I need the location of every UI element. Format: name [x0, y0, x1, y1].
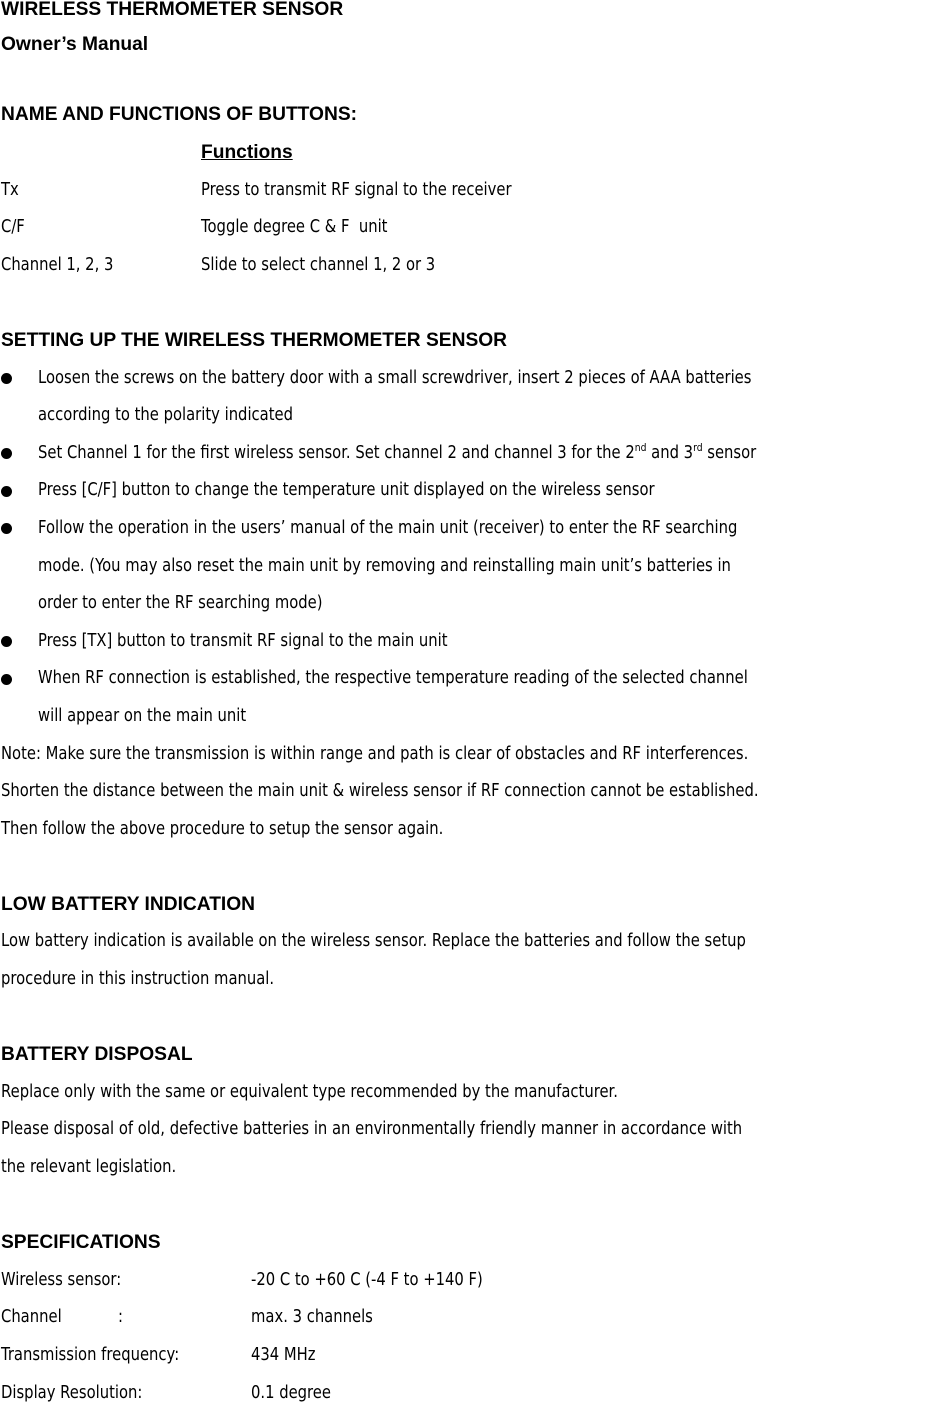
battery-disposal-heading: BATTERY DISPOSAL — [1, 1044, 193, 1066]
bullet-text: When RF connection is established, the respective temperature reading of the selected channel — [38, 668, 748, 689]
paragraph-line — [1, 1149, 942, 1187]
button-row — [1, 209, 942, 247]
low-battery-text: procedure in this instruction manual. — [1, 969, 275, 990]
button-function: Slide to select channel 1, 2 or 3 — [201, 254, 436, 275]
spec-label: Wireless sensor: — [1, 1269, 122, 1290]
note-line: Shorten the distance between the main unit & wireless sensor if RF connection cannot be established. — [1, 781, 759, 802]
bullet-item — [1, 623, 942, 661]
button-row — [1, 247, 942, 285]
spec-value: max. 3 channels — [251, 1307, 373, 1328]
paragraph-line — [1, 961, 942, 999]
document-title: WIRELESS THERMOMETER SENSOR — [1, 0, 344, 20]
bullet-dot-icon — [1, 472, 13, 510]
bullet-dot-icon — [1, 510, 13, 548]
note-line: Then follow the above procedure to setup the sensor again. — [1, 818, 444, 839]
buttons-section-heading: NAME AND FUNCTIONS OF BUTTONS: — [1, 104, 358, 125]
spec-row — [1, 1337, 942, 1375]
bullet-dot-icon — [1, 623, 13, 661]
bullet-item — [1, 472, 942, 510]
ordinal-suffix: rd — [693, 440, 703, 454]
bullet-dot-icon — [1, 435, 13, 473]
button-function: Toggle degree C & F unit — [201, 217, 388, 238]
channel-text-part: and 3 — [646, 442, 694, 463]
bullet-item — [1, 660, 942, 698]
ordinal-suffix: nd — [634, 440, 647, 454]
spec-label: Channel : — [1, 1307, 124, 1328]
low-battery-text: Low battery indication is available on the wireless sensor. Replace the batteries and follow the setup — [1, 931, 746, 952]
note-text — [1, 736, 942, 774]
bullet-continuation — [1, 585, 942, 623]
paragraph-line — [1, 1111, 942, 1149]
spec-value: -20 C to +60 C (-4 F to +140 F) — [251, 1269, 483, 1290]
spec-value: 434 MHz — [251, 1345, 316, 1365]
paragraph-line — [1, 923, 942, 961]
bullet-text: according to the polarity indicated — [38, 405, 294, 426]
disposal-text: Replace only with the same or equivalent type recommended by the manufacturer. — [1, 1081, 618, 1102]
setup-section-heading: SETTING UP THE WIRELESS THERMOMETER SENSOR — [1, 329, 508, 351]
bullet-item — [1, 510, 942, 548]
button-name: Channel 1, 2, 3 — [1, 254, 114, 275]
bullet-item — [1, 360, 942, 398]
paragraph-line — [1, 1074, 942, 1112]
button-name: C/F — [1, 217, 25, 238]
bullet-text: Follow the operation in the users’ manual of the main unit (receiver) to enter the RF searching — [38, 517, 738, 538]
bullet-continuation — [1, 698, 942, 736]
spec-row — [1, 1299, 942, 1337]
manual-page — [1, 0, 942, 1412]
bullet-item — [1, 435, 942, 473]
spec-label: Transmission frequency: — [1, 1345, 180, 1365]
spec-label: Display Resolution: — [1, 1382, 143, 1403]
disposal-text: Please disposal of old, defective batteries in an environmentally friendly manner in accordance with — [1, 1119, 743, 1140]
bullet-text: Press [C/F] button to change the temperature unit displayed on the wireless sensor — [38, 480, 655, 501]
spec-row — [1, 1375, 942, 1412]
bullet-dot-icon — [1, 360, 13, 398]
note-line: Note: Make sure the transmission is within range and path is clear of obstacles and RF interferences. — [1, 743, 749, 764]
specifications-heading: SPECIFICATIONS — [1, 1232, 161, 1254]
button-function: Press to transmit RF signal to the receiver — [201, 179, 512, 200]
disposal-text: the relevant legislation. — [1, 1157, 177, 1178]
button-row — [1, 172, 942, 210]
bullet-continuation — [1, 397, 942, 435]
note-text — [1, 811, 942, 849]
bullet-text: mode. (You may also reset the main unit by removing and reinstalling main unit’s batteries in — [38, 555, 731, 576]
bullet-continuation — [1, 548, 942, 586]
channel-text-part: Set Channel 1 for the first wireless sensor. Set channel 2 and channel 3 for the 2 — [38, 442, 635, 463]
button-name: Tx — [1, 179, 19, 200]
bullet-text: Loosen the screws on the battery door with a small screwdriver, insert 2 pieces of AAA batteries — [38, 367, 752, 388]
bullet-text: will appear on the main unit — [38, 705, 247, 726]
document-subtitle: Owner’s Manual — [1, 34, 149, 55]
bullet-text — [38, 435, 756, 473]
channel-text-part: sensor — [702, 442, 757, 463]
spec-value: 0.1 degree — [251, 1382, 331, 1403]
bullet-text: order to enter the RF searching mode) — [38, 593, 323, 614]
low-battery-heading: LOW BATTERY INDICATION — [1, 893, 256, 915]
functions-header-row — [1, 134, 942, 172]
spec-row — [1, 1262, 942, 1300]
functions-column-header: Functions — [201, 142, 293, 163]
bullet-dot-icon — [1, 660, 13, 698]
note-text — [1, 773, 942, 811]
bullet-text: Press [TX] button to transmit RF signal to the main unit — [38, 630, 448, 651]
